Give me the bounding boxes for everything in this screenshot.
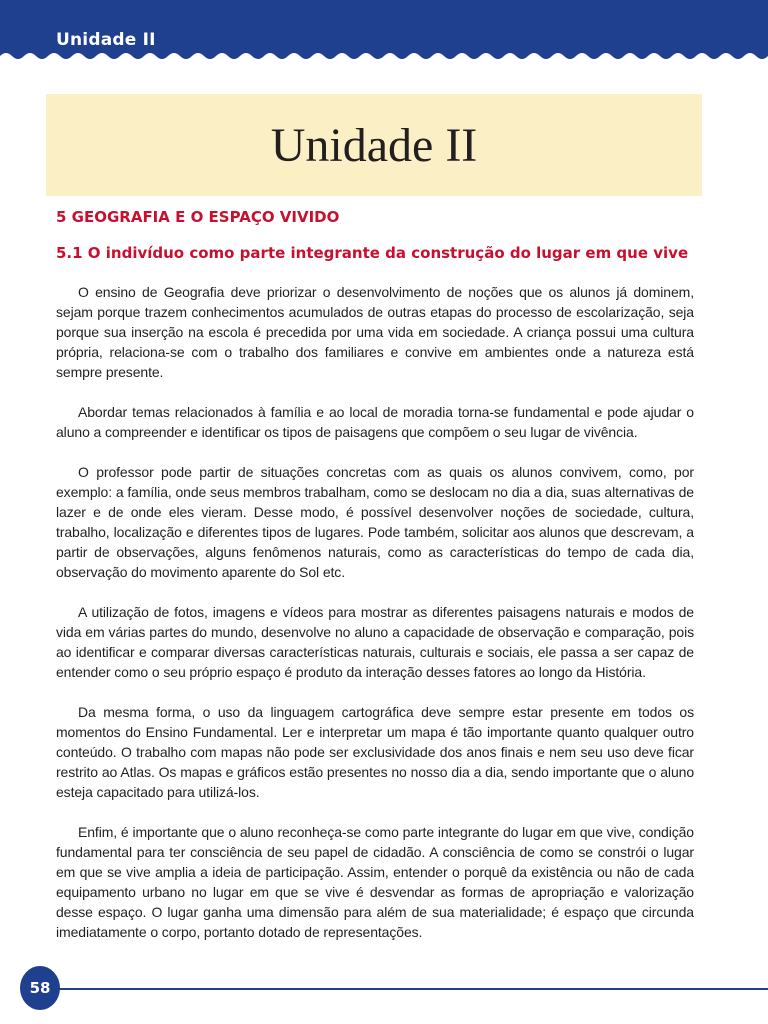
wave-border	[0, 50, 768, 62]
unit-title: Unidade II	[270, 118, 478, 172]
subsection-heading: 5.1 O indivíduo como parte integrante da construção do lugar em que vive	[56, 244, 689, 262]
footer-rule	[40, 988, 768, 990]
main-content	[56, 204, 694, 962]
unit-title-box	[46, 94, 702, 196]
paragraph: A utilização de fotos, imagens e vídeos para mostrar as diferentes paisagens naturais e modos de vida em várias partes do mundo, desenvolve no aluno a capacidade de observação e comparação, pois ao identificar e comparar diversas características naturais, culturais e sociais, ele passa a ser capaz de entender como o seu próprio espaço é produto da interação desses fatores ao longo da História.	[56, 604, 694, 680]
paragraph: Da mesma forma, o uso da linguagem cartográfica deve sempre estar presente em todos os momentos do Ensino Fundamental. Ler e interpretar um mapa é tão importante quanto qualquer outro conteúdo. O trabalho com mapas não pode ser exclusividade dos anos finais e nem seu uso deve ficar restrito ao Atlas. Os mapas e gráficos estão presentes no nosso dia a dia, sendo importante que o aluno esteja capacitado para utilizá-los.	[56, 704, 694, 800]
top-header-bar	[0, 0, 768, 62]
paragraph: Abordar temas relacionados à família e ao local de moradia torna-se fundamental e pode ajudar o aluno a compreender e identificar os tipos de paisagens que compõem o seu lugar de vivência.	[56, 404, 694, 440]
running-head: Unidade II	[56, 30, 156, 50]
body-text	[56, 282, 694, 942]
paragraph: O ensino de Geografia deve priorizar o desenvolvimento de noções que os alunos já dominem, sejam porque trazem conhecimentos acumulados de outras etapas do processo de escolarização, seja porque sua inserção na escola é precedida por uma vida em sociedade. A criança possui uma cultura própria, relaciona-se com o trabalho dos familiares e convive em ambientes onde a natureza está sempre presente.	[56, 284, 694, 380]
paragraph: Enfim, é importante que o aluno reconheça-se como parte integrante do lugar em que vive, condição fundamental para ter consciência de seu papel de cidadão. A consciência de como se constrói o lugar em que se vive amplia a ideia de participação. Assim, entender o porquê da existência ou não de cada equipamento urbano no lugar em que se vive é desvendar as formas de apropriação e valorização desse espaço. O lugar ganha uma dimensão para além de sua materialidade; é espaço que circunda imediatamente o corpo, portanto dotado de representações.	[56, 824, 694, 940]
page-number: 58	[20, 966, 60, 1010]
section-heading: 5 GEOGRAFIA E O ESPAÇO VIVIDO	[56, 208, 340, 226]
paragraph: O professor pode partir de situações concretas com as quais os alunos convivem, como, por exemplo: a família, onde seus membros trabalham, como se deslocam no dia a dia, suas alternativas de lazer e de onde eles vieram. Desse modo, é possível desenvolver noções de sociedade, cultura, trabalho, localização e diferentes tipos de lugares. Pode também, solicitar aos alunos que descrevam, a partir de observações, alguns fenômenos naturais, como as características do tempo de cada dia, observação do movimento aparente do Sol etc.	[56, 464, 694, 580]
